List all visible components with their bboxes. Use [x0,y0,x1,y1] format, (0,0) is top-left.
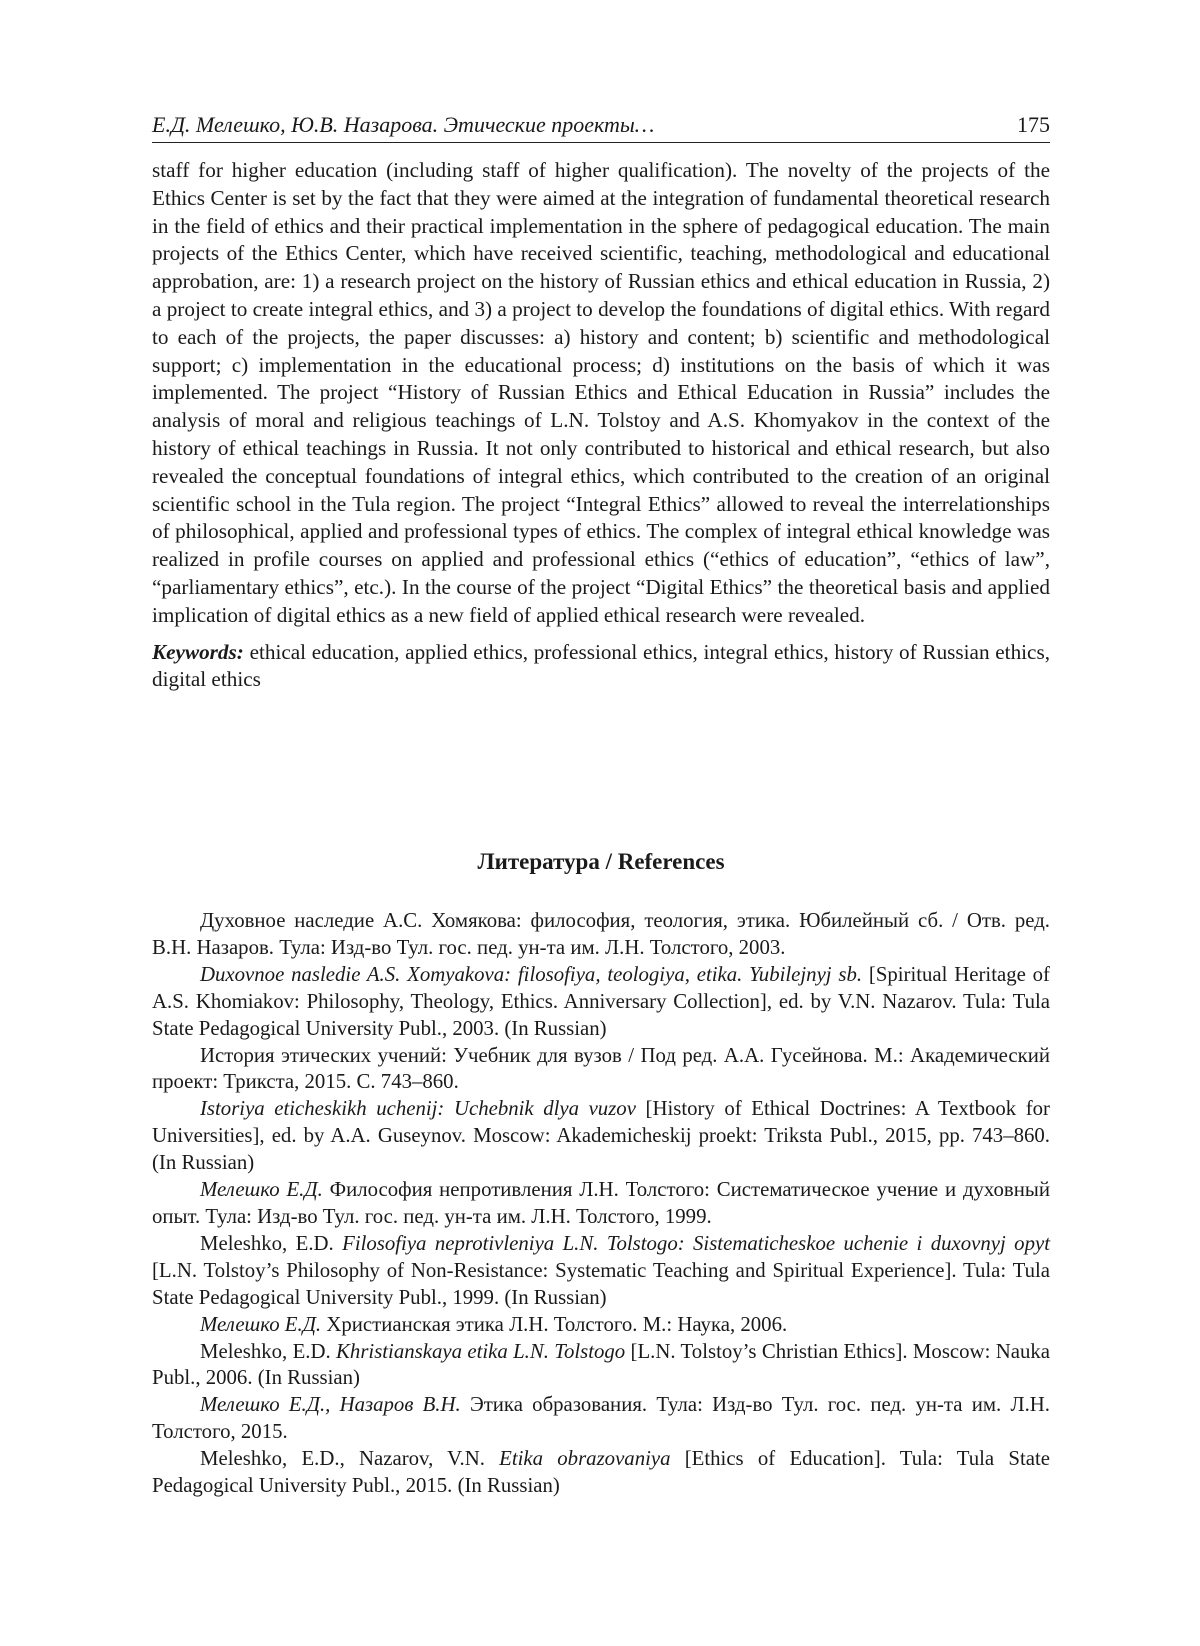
running-header [152,104,1050,143]
reference-item: Meleshko, E.D. Khristianskaya etika L.N. Tolstogo [L.N. Tolstoy’s Christian Ethics]. Moscow: Nauka Publ., 2006. (In Russian) [152,1339,1050,1390]
reference-item: Мелешко Е.Д. Философия непротивления Л.Н. Толстого: Систематическое учение и духовный опыт. Тула: Изд-во Тул. гос. пед. ун-та им. Л.Н. Толстого, 1999. [152,1178,1050,1228]
keywords-line [152,639,1050,695]
keywords-text: ethical education, applied ethics, professional ethics, integral ethics, history of Russian ethics, digital ethics [152,639,1050,692]
running-title: Е.Д. Мелешко, Ю.В. Назарова. Этические проекты… [152,112,655,137]
keywords-label: Keywords: [152,639,244,664]
reference-item: Istoriya eticheskikh uchenij: Uchebnik dlya vuzov [History of Ethical Doctrines: A Textbook for Universities], ed. by A.A. Guseynov. Moscow: Akademicheskij proekt: Triksta Publ., 2015, pp. 743–860. (In Russian) [152,1097,1050,1175]
reference-item: Духовное наследие А.С. Хомякова: философия, теология, этика. Юбилейный сб. / Отв. ред. В.Н. Назаров. Тула: Изд-во Тул. гос. пед. ун-та им. Л.Н. Толстого, 2003. [152,909,1050,959]
reference-item: Мелешко Е.Д., Назаров В.Н. Этика образования. Тула: Изд-во Тул. гос. пед. ун-та им. Л.Н. Толстого, 2015. [152,1393,1050,1444]
reference-item: Мелешко Е.Д. Христианская этика Л.Н. Толстого. М.: Наука, 2006. [200,1312,788,1336]
abstract-section [152,157,1050,694]
references-heading: Литература / References [477,849,725,874]
references-list [152,908,1050,1500]
reference-item: Meleshko, E.D. Filosofiya neprotivleniya L.N. Tolstogo: Sistematicheskoe uchenie i duxovnyj opyt [L.N. Tolstoy’s Philosophy of Non-Resistance: Systematic Teaching and Spiritual Experience]. Tula: Tula State Pedagogical University Publ., 1999. (In Russian) [152,1231,1050,1309]
reference-item: История этических учений: Учебник для вузов / Под ред. А.А. Гусейнова. М.: Академический проект: Трикста, 2015. С. 743–860. [152,1043,1050,1094]
page-number: 175 [1017,112,1050,137]
reference-item: Duxovnoe nasledie A.S. Xomyakova: filosofiya, teologiya, etika. Yubilejnyj sb. [Spiritual Heritage of A.S. Khomiakov: Philosophy, Theology, Ethics. Anniversary Collection], ed. by V.N. Nazarov. Tula: Tula State Pedagogical University Publ., 2003. (In Russian) [152,962,1050,1040]
abstract-paragraph: staff for higher education (including staff of higher qualification). The novelty of the projects of the Ethics Center is set by the fact that they were aimed at the integration of fundamental theoretical research in the field of ethics and their practical implementation in the sphere of pedagogical education. The main projects of the Ethics Center, which have received scientific, teaching, methodological and educational approbation, are: 1) a research project on the history of Russian ethics and ethical education in Russia, 2) a project to create integral ethics, and 3) a project to develop the foundations of digital ethics. With regard to each of the projects, the paper discusses: a) history and content; b) scientific and methodological support; c) implementation in the educational process; d) institutions on the basis of which it was implemented. The project “History of Russian Ethics and Ethical Education in Russia” includes the analysis of moral and religious teachings of L.N. Tolstoy and A.S. Khomyakov in the context of the history of ethical teachings in Russia. It not only contributed to historical and ethical research, but also revealed the conceptual foundations of integral ethics, which contributed to the creation of an original scientific school in the Tula region. The project “Integral Ethics” allowed to reveal the interrelationships of philosophical, applied and professional types of ethics. The complex of integral ethical knowledge was realized in profile courses on applied and professional ethics (“ethics of education”, “ethics of law”, “parliamentary ethics”, etc.). In the course of the project “Digital Ethics” the theoretical basis and applied implication of digital ethics as a new field of applied ethical research were revealed. [152,158,1050,627]
reference-item: Meleshko, E.D., Nazarov, V.N. Etika obrazovaniya [Ethics of Education]. Tula: Tula State Pedagogical University Publ., 2015. (In Russian) [152,1447,1050,1498]
